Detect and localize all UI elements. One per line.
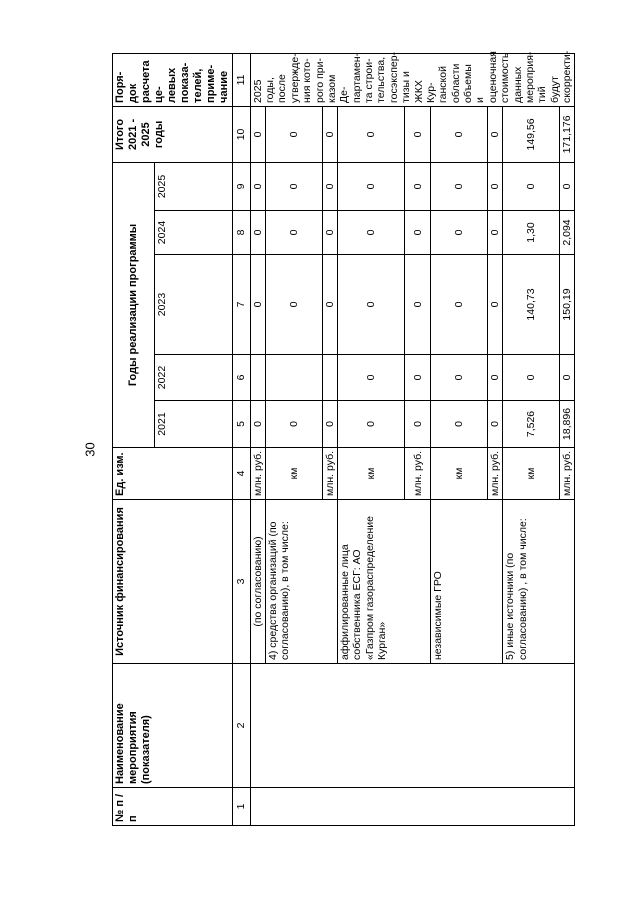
r4-source: независимые ГРО <box>431 500 503 664</box>
header-unit: Ед. изм. <box>113 448 233 500</box>
r2-unit-rub: млн. руб. <box>322 448 337 500</box>
r3-rub-2022: 0 <box>405 355 431 401</box>
r5-rub-2021: 18,896 <box>559 401 574 448</box>
r4-rub-2025: 0 <box>487 162 502 210</box>
r1-source: (по согласованию) <box>250 500 265 664</box>
r3-km-2021: 0 <box>337 401 404 448</box>
r1-total: 0 <box>250 106 265 162</box>
r2-km-2022 <box>266 355 322 401</box>
colnum-7: 7 <box>232 255 250 355</box>
header-name: Наименование мероприятия (показателя) <box>113 664 233 788</box>
r2-km-total: 0 <box>266 106 322 162</box>
r5-unit-rub: млн. руб. <box>559 448 574 500</box>
r1-2021: 0 <box>250 401 265 448</box>
r5-unit-km: км <box>503 448 559 500</box>
r4-rub-2021: 0 <box>487 401 502 448</box>
r3-rub-total: 0 <box>405 106 431 162</box>
colnum-1: 1 <box>232 788 250 826</box>
r2-rub-2023: 0 <box>322 255 337 355</box>
r2-rub-2025: 0 <box>322 162 337 210</box>
r4-rub-2023: 0 <box>487 255 502 355</box>
r4-km-2025: 0 <box>431 162 487 210</box>
r2-source-text: средства организаций (по согласованию), в том числе: <box>267 521 292 660</box>
r2-km-2025: 0 <box>266 162 322 210</box>
r1-2024: 0 <box>250 211 265 255</box>
r5-km-2023: 140,73 <box>503 255 559 355</box>
r3-km-2022: 0 <box>337 355 404 401</box>
r2-rub-total: 0 <box>322 106 337 162</box>
header-total: Итого 2021 - 2025 годы <box>113 106 233 162</box>
r4-rub-total: 0 <box>487 106 502 162</box>
colnum-11: 11 <box>232 53 250 106</box>
r3-km-2023: 0 <box>337 255 404 355</box>
r1-2025: 0 <box>250 162 265 210</box>
r2-km-2023: 0 <box>266 255 322 355</box>
colnum-10: 10 <box>232 106 250 162</box>
r5-km-total: 149,56 <box>503 106 559 162</box>
r5-km-2022: 0 <box>503 355 559 401</box>
note-cell: 2025 годы, после утверждения которого приказом Департамента строительства, госэкспертизы и ЖКХ Курганской области объемы и оценочная стоимость данных мероприятий будут скорректи- <box>250 53 575 106</box>
header-2021: 2021 <box>154 401 232 448</box>
r5-km-2021: 7,526 <box>503 401 559 448</box>
r3-rub-2024: 0 <box>405 211 431 255</box>
r4-km-2024: 0 <box>431 211 487 255</box>
colnum-4: 4 <box>232 448 250 500</box>
r5-km-2025: 0 <box>503 162 559 210</box>
rotated-table-container <box>112 50 574 826</box>
r4-rub-2022: 0 <box>487 355 502 401</box>
r4-unit-km: км <box>431 448 487 500</box>
r3-rub-2025: 0 <box>405 162 431 210</box>
header-years-group: Годы реализации программы <box>113 162 155 447</box>
colnum-9: 9 <box>232 162 250 210</box>
r2-unit-km: км <box>266 448 322 500</box>
colnum-6: 6 <box>232 355 250 401</box>
r4-km-total: 0 <box>431 106 487 162</box>
r3-rub-2021: 0 <box>405 401 431 448</box>
colnum-5: 5 <box>232 401 250 448</box>
page-number: 30 <box>82 442 98 457</box>
r5-rub-2022: 0 <box>559 355 574 401</box>
header-2024: 2024 <box>154 211 232 255</box>
header-source: Источник финансирования <box>113 500 233 664</box>
r1-2023: 0 <box>250 255 265 355</box>
colnum-2: 2 <box>232 664 250 788</box>
financing-table <box>112 50 575 826</box>
r2-num: 4) <box>267 650 280 660</box>
r5-km-2024: 1,30 <box>503 211 559 255</box>
r1-2022 <box>250 355 265 401</box>
header-2023: 2023 <box>154 255 232 355</box>
colnum-8: 8 <box>232 211 250 255</box>
r3-unit-rub: млн. руб. <box>405 448 431 500</box>
r5-source <box>503 500 575 664</box>
header-2022: 2022 <box>154 355 232 401</box>
row-num-cell <box>250 788 575 826</box>
r4-km-2022: 0 <box>431 355 487 401</box>
r2-km-2024: 0 <box>266 211 322 255</box>
header-note: Порядок расчета целевых показателей, примечание <box>113 53 233 106</box>
row-name-cell <box>250 664 575 788</box>
r2-km-2021: 0 <box>266 401 322 448</box>
r1-unit: млн. руб. <box>250 448 265 500</box>
r2-rub-2021: 0 <box>322 401 337 448</box>
r5-rub-2025: 0 <box>559 162 574 210</box>
r4-rub-2024: 0 <box>487 211 502 255</box>
r4-km-2021: 0 <box>431 401 487 448</box>
r5-rub-total: 171,176 <box>559 106 574 162</box>
r5-rub-2023: 150,19 <box>559 255 574 355</box>
header-2025: 2025 <box>154 162 232 210</box>
r3-km-2025: 0 <box>337 162 404 210</box>
r2-rub-2022 <box>322 355 337 401</box>
r5-num: 5) <box>504 650 517 660</box>
r3-unit-km: км <box>337 448 404 500</box>
r3-rub-2023: 0 <box>405 255 431 355</box>
r3-km-2024: 0 <box>337 211 404 255</box>
colnum-3: 3 <box>232 500 250 664</box>
r3-km-total: 0 <box>337 106 404 162</box>
r5-rub-2024: 2,094 <box>559 211 574 255</box>
r3-source: аффилированные лица собственника ЕСГ: АО «Газпром газораспределение Курган» <box>337 500 431 664</box>
r2-rub-2024: 0 <box>322 211 337 255</box>
r4-km-2023: 0 <box>431 255 487 355</box>
r4-unit-rub: млн. руб. <box>487 448 502 500</box>
header-num: № п / п <box>113 788 233 826</box>
r5-source-text: иные источники (по согласованию) , в том числе: <box>504 518 529 660</box>
r2-source <box>266 500 338 664</box>
